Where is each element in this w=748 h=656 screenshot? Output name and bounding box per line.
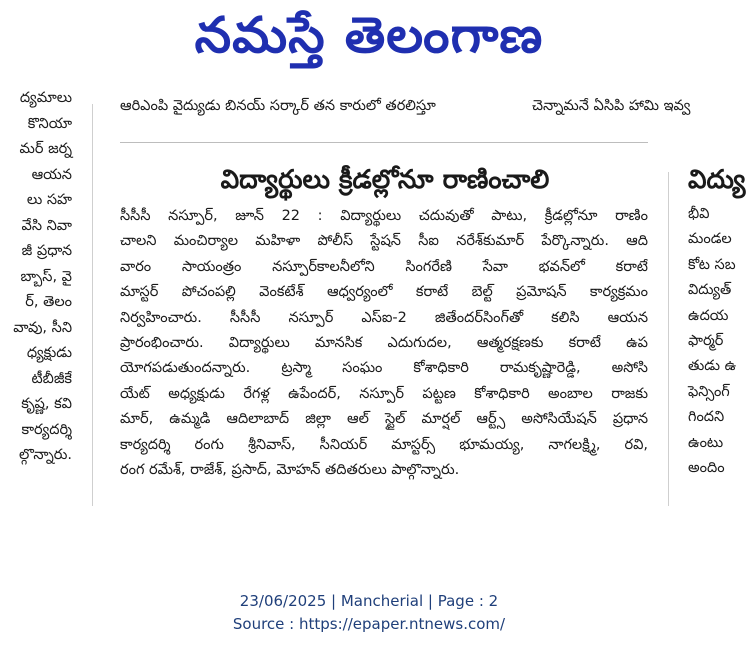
left-line: ల్గొన్నారు. [19, 447, 72, 463]
date-edition-page: 23/06/2025 | Mancherial | Page : 2 [239, 592, 499, 610]
right-line: ఉంటు [688, 434, 724, 451]
left-line: వావు, సీని [13, 319, 72, 336]
left-line: మర్ జర్న [19, 141, 72, 157]
left-line: కొనియా [27, 115, 72, 132]
left-line: వేసి నివా [21, 217, 72, 234]
article-line: మార్, ఉమ్మడి ఆదిలాబాద్ జిల్లా ఆల్ స్టైల్ మార్షల్ ఆర్ట్స్ అసోసియేషన్ ప్రధాన [120, 411, 648, 428]
article-body [120, 204, 648, 483]
article-line: రంగ రమేశ్, రాజేశ్, ప్రసాద్, మోహన్ తదితరులు పాల్గొన్నారు. [120, 462, 460, 479]
left-line: ర్, తెలం [25, 294, 72, 310]
right-line: భీవి [688, 206, 710, 222]
clipping-footer [0, 590, 738, 636]
article-line: సీసీసీ నస్పూర్, జూన్ 22 : విద్యార్థులు చదువుతో పాటు, క్రీడల్లోనూ రాణిం [120, 208, 648, 224]
article-line: వారం సాయంత్రం నస్పూర్‌కాలనీలోని సింగరేణి సేవా భవన్‌లో కరాటే [120, 258, 648, 275]
left-line: టీబీజీకే [31, 370, 72, 387]
masthead [0, 0, 738, 72]
article-headline: విద్యార్థులు క్రీడల్లోనూ రాణించాలి [220, 165, 550, 195]
right-line: విద్యుత్ [688, 282, 732, 299]
right-line: కోట సబ [688, 256, 736, 273]
right-column-text [688, 202, 748, 481]
source-link[interactable]: Source : https://epaper.ntnews.com/ [232, 615, 506, 633]
left-line: బ్బాస్, వై [20, 268, 72, 285]
article-line: కార్యదర్శి రంగు శ్రీనివాస్, సీనియర్ మాస్టర్స్ భూమయ్య, నాగలక్ష్మి, రవి, [120, 436, 648, 453]
right-line: తుడు ఉ [688, 358, 737, 375]
left-line: ద్యమాలు [19, 90, 72, 106]
left-line: లు సహ [26, 192, 72, 208]
article-top-rule [120, 142, 648, 143]
left-line: ధ్యక్షుడు [26, 345, 72, 361]
left-line: ఆయన [31, 166, 72, 183]
right-column [688, 158, 748, 481]
article-line: చాలని మంచిర్యాల మహిళా పోలీస్ స్టేషన్ సీఐ నరేశ్‌కుమార్ పేర్కొన్నారు. ఆది [120, 233, 648, 250]
right-line: ఫార్మర్ [688, 333, 724, 350]
top-strip [120, 96, 738, 122]
right-line: ఫెన్సింగ్ [688, 383, 730, 400]
top-snippet-left: ఆరిఎంపి వైద్యుడు బినయ్ సర్కార్ తన కారులో తరలిస్తూ [120, 98, 436, 114]
right-line: మండల [688, 231, 732, 248]
article-line: యేట్ అధ్యక్షుడు రేగళ్ల ఉపేందర్, నస్పూర్ పట్టణ కోశాధికారి అంబాల రాజకు [120, 385, 648, 402]
right-line: ఉదయ [688, 307, 729, 324]
article-line: యోగపడుతుందన్నారు. ట్రస్మా సంఘం కోశాధికారి రామకృష్ణారెడ్డి, అసోసి [120, 360, 648, 377]
right-line: అందిం [688, 460, 725, 477]
right-column-headline: విద్యు [688, 165, 746, 195]
left-line: కార్యదర్శి [21, 421, 72, 438]
article-line: నిర్వహించారు. సీసీసీ నస్పూర్ ఎస్ఐ-2 జితేందర్‌సింగ్‌తో కలిసి ఆయన [120, 309, 648, 326]
article-line: మాస్టర్ పోచంపల్లి వెంకటేశ్ ఆధ్వర్యంలో కరాటే బెల్ట్ ప్రమోషన్ కార్యక్రమం [120, 284, 648, 301]
top-snippet-right: చెన్నామనే ఏసిపి హామి ఇవ్వ [532, 98, 691, 114]
left-column-text [0, 86, 72, 469]
newspaper-clipping [0, 86, 746, 506]
newspaper-logo: నమస్తే తెలంగాణ [194, 7, 544, 65]
left-line: జీ ప్రధాన [21, 243, 72, 259]
column-divider [92, 104, 93, 506]
right-line: గిందని [688, 409, 725, 426]
column-divider [668, 172, 669, 506]
left-line: కృష్ణ, కవి [21, 396, 72, 412]
article-line: ప్రారంభించారు. విద్యార్థులు మానసిక ఎదుగుదల, ఆత్మరక్షణకు కరాటే ఉప [120, 335, 648, 352]
